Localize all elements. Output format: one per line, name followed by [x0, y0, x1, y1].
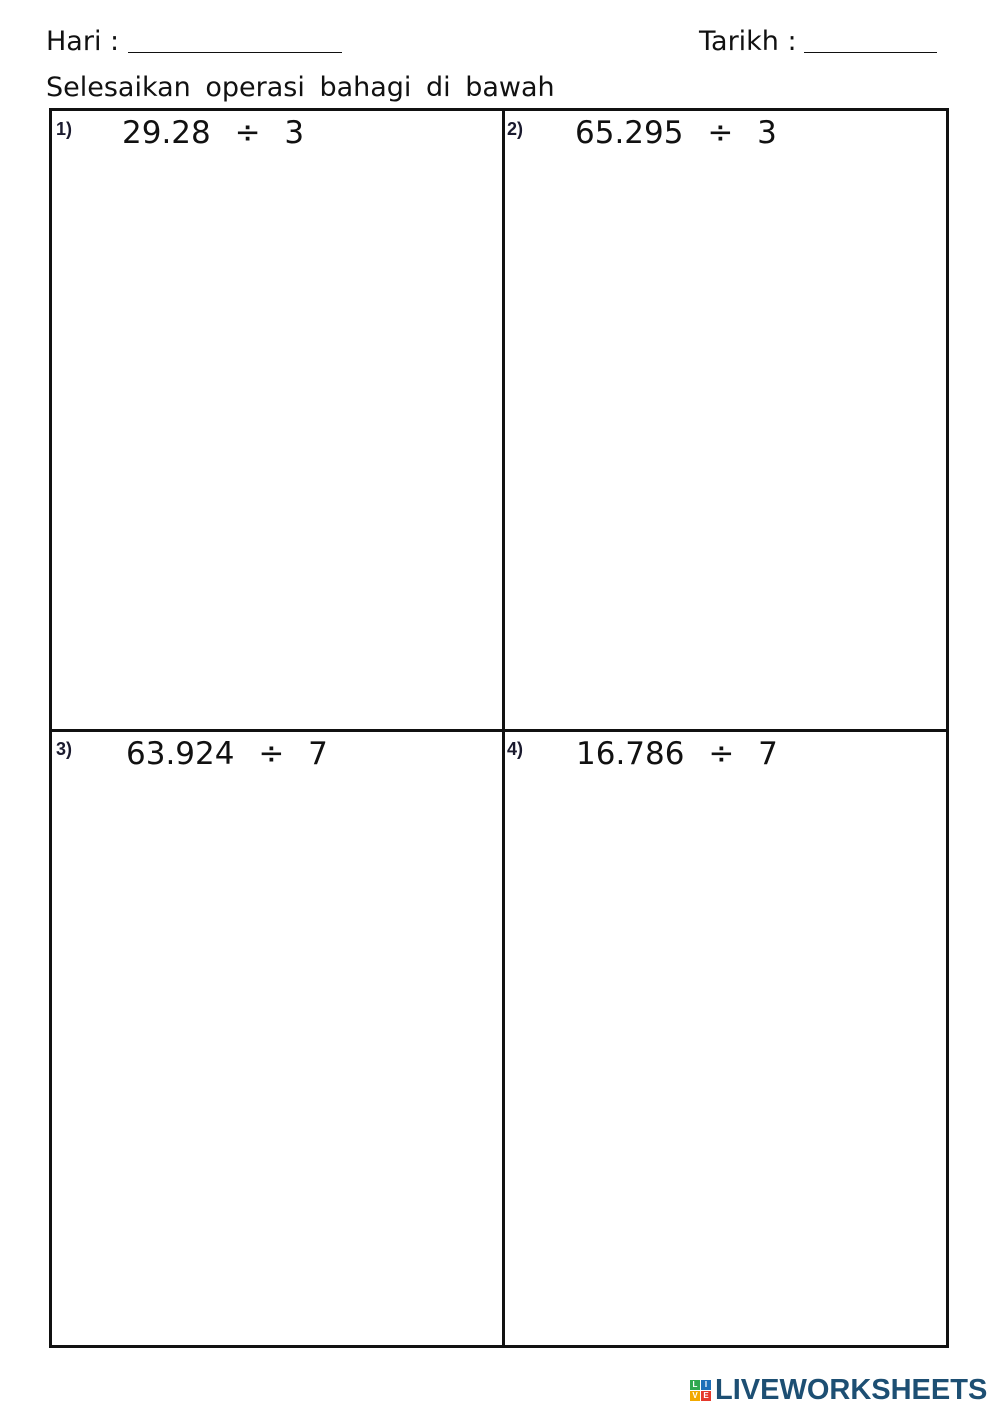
- logo-cell: L: [690, 1380, 700, 1390]
- question-1-number: 1): [56, 119, 73, 139]
- logo-cell: I: [701, 1380, 711, 1390]
- question-grid: [49, 108, 949, 1348]
- logo-cell: E: [701, 1391, 711, 1401]
- question-1-expression: 29.28 ÷ 3: [122, 115, 305, 151]
- question-2-expression: 65.295 ÷ 3: [575, 115, 777, 151]
- tarikh-answer-line[interactable]: [804, 52, 937, 53]
- question-4-number: 4): [507, 739, 524, 759]
- instruction-text: Selesaikan operasi bahagi di bawah: [46, 72, 555, 103]
- logo-cell: V: [690, 1391, 700, 1401]
- tarikh-label: Tarikh :: [699, 26, 797, 57]
- question-4-expression: 16.786 ÷ 7: [576, 736, 778, 772]
- grid-divider-horizontal: [52, 729, 946, 732]
- grid-divider-vertical: [502, 111, 505, 1345]
- question-3-expression: 63.924 ÷ 7: [126, 736, 328, 772]
- question-2-number: 2): [507, 119, 524, 139]
- question-3-number: 3): [56, 739, 73, 759]
- liveworksheets-logo-icon: [690, 1380, 711, 1401]
- hari-answer-line[interactable]: [128, 52, 342, 53]
- hari-label: Hari :: [46, 26, 120, 57]
- liveworksheets-brand: [690, 1374, 987, 1406]
- brand-text: LIVEWORKSHEETS: [715, 1373, 988, 1406]
